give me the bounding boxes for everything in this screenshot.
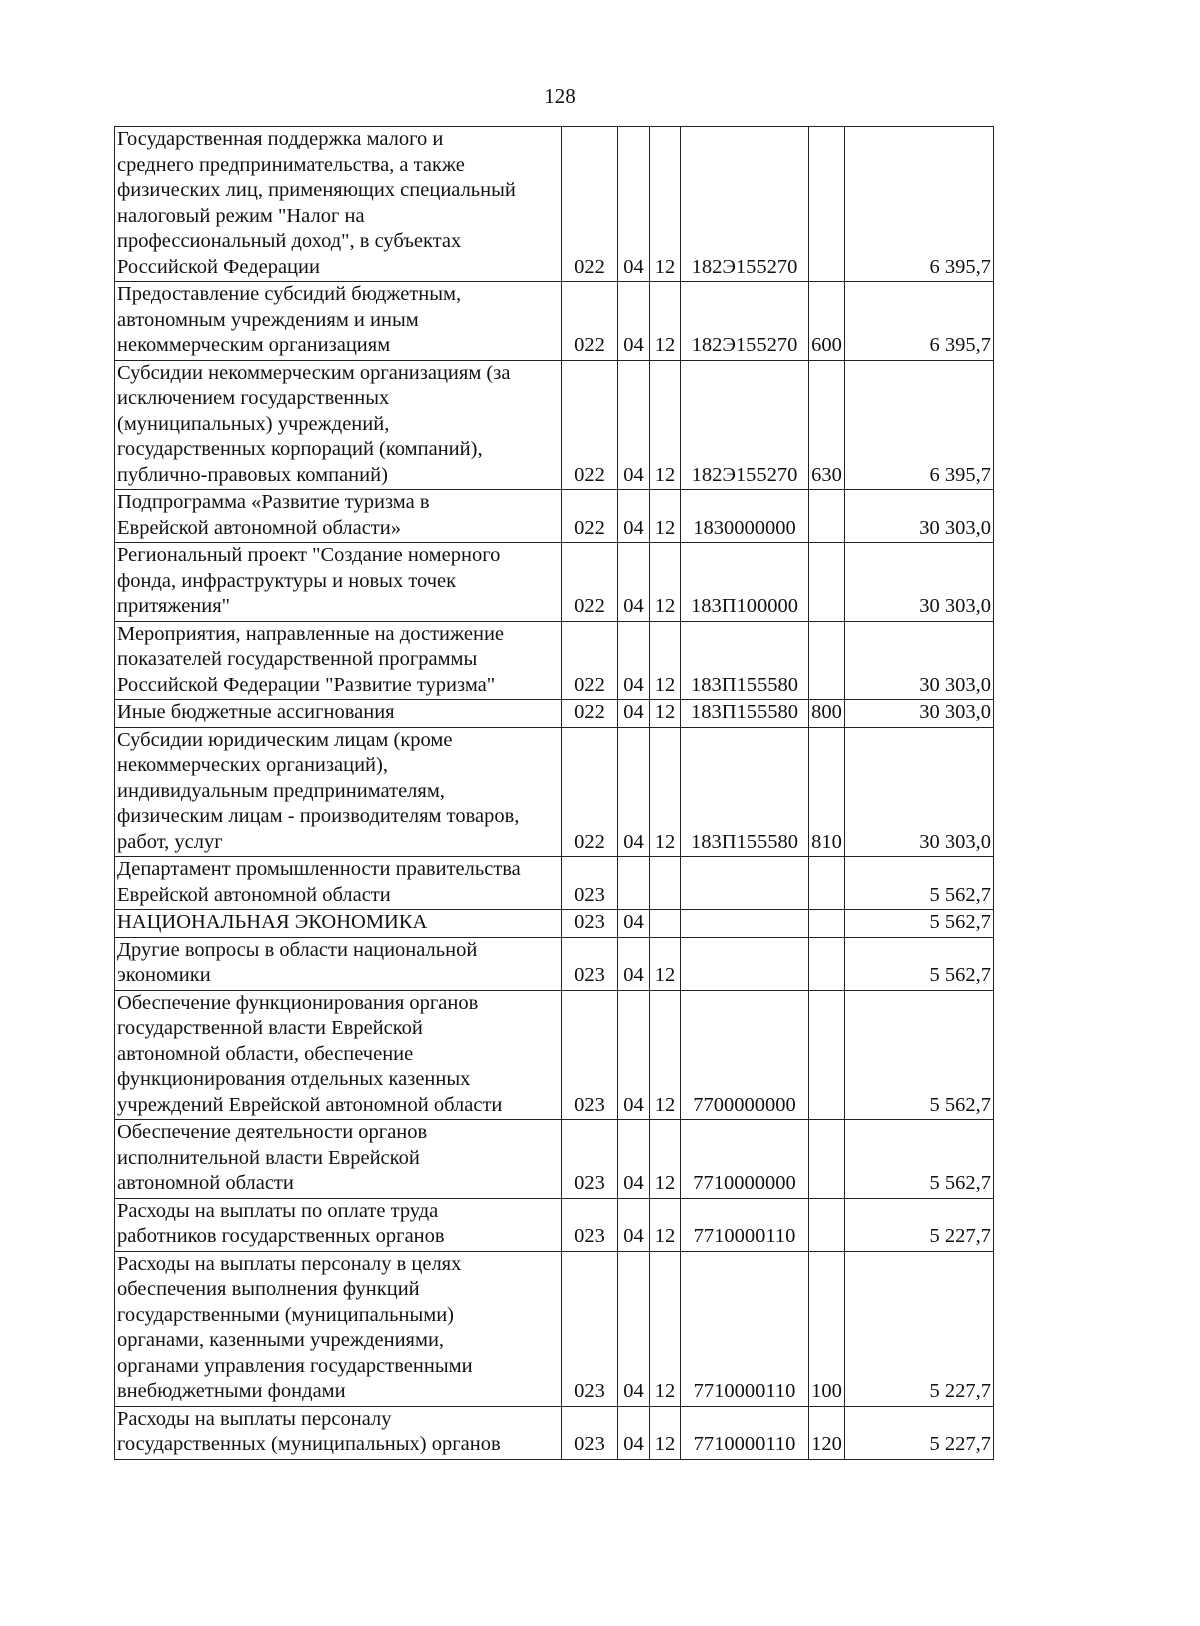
row-description — [115, 1251, 562, 1406]
row-amount: 5 227,7 — [845, 1251, 994, 1406]
row-ministry-code: 022 — [562, 127, 618, 282]
row-subsection-code: 12 — [650, 282, 681, 361]
row-description-text: Субсидии некоммерческим организациям (за исключением государственных (муниципальных) учреждений, государственных корпораций (компаний), публично-правовых компаний) — [117, 361, 511, 486]
row-target-article-code: 182Э155270 — [681, 127, 809, 282]
table-row — [115, 937, 994, 990]
row-description-text: Департамент промышленности правительства Еврейской автономной области — [117, 858, 521, 906]
row-section-code: 04 — [618, 910, 650, 938]
row-ministry-code: 022 — [562, 727, 618, 857]
row-expense-type-code: 100 — [809, 1251, 845, 1406]
row-section-code: 04 — [618, 1120, 650, 1199]
row-description-text: Иные бюджетные ассигнования — [117, 701, 395, 723]
row-amount: 30 303,0 — [845, 621, 994, 700]
row-ministry-code: 022 — [562, 621, 618, 700]
table-row — [115, 1251, 994, 1406]
row-expense-type-code — [809, 937, 845, 990]
row-expense-type-code — [809, 490, 845, 543]
row-amount: 5 562,7 — [845, 990, 994, 1120]
row-subsection-code: 12 — [650, 360, 681, 490]
row-description-text: Региональный проект "Создание номерного фонда, инфраструктуры и новых точек притяжения" — [117, 544, 501, 617]
row-expense-type-code — [809, 990, 845, 1120]
row-target-article-code — [681, 910, 809, 938]
row-section-code: 04 — [618, 127, 650, 282]
table-row — [115, 727, 994, 857]
row-amount: 5 562,7 — [845, 937, 994, 990]
row-section-code — [618, 857, 650, 910]
table-body — [115, 127, 994, 1460]
table-row — [115, 910, 994, 938]
row-target-article-code: 183П155580 — [681, 621, 809, 700]
row-description — [115, 490, 562, 543]
row-description-text: Субсидии юридическим лицам (кроме некоммерческих организаций), индивидуальным предпринимателям, физическим лицам - производителям товаров, работ, услуг — [117, 728, 520, 853]
row-description-text: Расходы на выплаты по оплате труда работников государственных органов — [117, 1199, 445, 1247]
table-row — [115, 1120, 994, 1199]
row-description-text: Обеспечение деятельности органов исполнительной власти Еврейской автономной области — [117, 1121, 428, 1194]
row-amount: 5 227,7 — [845, 1406, 994, 1459]
row-subsection-code: 12 — [650, 700, 681, 728]
row-expense-type-code — [809, 1198, 845, 1251]
row-amount: 5 227,7 — [845, 1198, 994, 1251]
row-expense-type-code — [809, 127, 845, 282]
table-row — [115, 360, 994, 490]
row-description — [115, 910, 562, 938]
row-section-code: 04 — [618, 1251, 650, 1406]
row-subsection-code — [650, 910, 681, 938]
row-section-code: 04 — [618, 490, 650, 543]
row-description-text: Другие вопросы в области национальной экономики — [117, 938, 478, 986]
row-target-article-code — [681, 937, 809, 990]
row-amount: 6 395,7 — [845, 127, 994, 282]
row-amount: 6 395,7 — [845, 282, 994, 361]
row-description — [115, 700, 562, 728]
row-description — [115, 360, 562, 490]
row-ministry-code: 023 — [562, 1120, 618, 1199]
row-target-article-code: 7710000110 — [681, 1251, 809, 1406]
row-description — [115, 857, 562, 910]
row-amount: 6 395,7 — [845, 360, 994, 490]
row-amount: 30 303,0 — [845, 727, 994, 857]
row-target-article-code: 182Э155270 — [681, 282, 809, 361]
row-expense-type-code: 120 — [809, 1406, 845, 1459]
row-description — [115, 1406, 562, 1459]
row-description — [115, 1120, 562, 1199]
row-description — [115, 543, 562, 622]
row-ministry-code: 022 — [562, 282, 618, 361]
row-ministry-code: 023 — [562, 1251, 618, 1406]
row-description-text: Расходы на выплаты персоналу в целях обеспечения выполнения функций государственными (муниципальными) органами, казенными учреждениями, органами управления государственными внебюджетными фондами — [117, 1252, 473, 1402]
row-section-code: 04 — [618, 1198, 650, 1251]
row-amount: 5 562,7 — [845, 857, 994, 910]
row-description — [115, 937, 562, 990]
row-section-code: 04 — [618, 1406, 650, 1459]
row-description-text: Предоставление субсидий бюджетным, автономным учреждениям и иным некоммерческим организациям — [117, 283, 462, 356]
row-description — [115, 990, 562, 1120]
row-target-article-code: 183П155580 — [681, 700, 809, 728]
row-subsection-code: 12 — [650, 543, 681, 622]
row-subsection-code: 12 — [650, 990, 681, 1120]
row-target-article-code: 7710000110 — [681, 1406, 809, 1459]
row-expense-type-code — [809, 1120, 845, 1199]
row-section-code: 04 — [618, 282, 650, 361]
row-subsection-code: 12 — [650, 1251, 681, 1406]
row-amount: 5 562,7 — [845, 910, 994, 938]
row-target-article-code: 182Э155270 — [681, 360, 809, 490]
table-row — [115, 490, 994, 543]
row-expense-type-code: 600 — [809, 282, 845, 361]
row-ministry-code: 023 — [562, 1406, 618, 1459]
table-row — [115, 282, 994, 361]
table-row — [115, 543, 994, 622]
row-target-article-code: 7700000000 — [681, 990, 809, 1120]
row-description-text: Государственная поддержка малого и среднего предпринимательства, а также физических лиц, применяющих специальный налоговый режим "Налог на профессиональный доход", в субъектах Российской Федерации — [117, 128, 516, 278]
row-section-code: 04 — [618, 621, 650, 700]
row-target-article-code: 7710000110 — [681, 1198, 809, 1251]
row-subsection-code — [650, 857, 681, 910]
row-ministry-code: 022 — [562, 490, 618, 543]
row-description-text: Расходы на выплаты персоналу государственных (муниципальных) органов — [117, 1407, 501, 1455]
row-ministry-code: 023 — [562, 937, 618, 990]
row-target-article-code — [681, 857, 809, 910]
row-ministry-code: 022 — [562, 700, 618, 728]
row-description — [115, 621, 562, 700]
row-description — [115, 1198, 562, 1251]
row-expense-type-code — [809, 910, 845, 938]
row-amount: 30 303,0 — [845, 700, 994, 728]
row-subsection-code: 12 — [650, 937, 681, 990]
row-description — [115, 282, 562, 361]
budget-table — [114, 126, 994, 1460]
table-row — [115, 127, 994, 282]
row-expense-type-code: 630 — [809, 360, 845, 490]
row-section-code: 04 — [618, 937, 650, 990]
table-row — [115, 857, 994, 910]
row-amount: 30 303,0 — [845, 543, 994, 622]
row-ministry-code: 022 — [562, 543, 618, 622]
row-description-text: Обеспечение функционирования органов государственной власти Еврейской автономной области, обеспечение функционирования отдельных казенных учреждений Еврейской автономной области — [117, 991, 503, 1116]
table-row — [115, 1198, 994, 1251]
table-row — [115, 621, 994, 700]
row-subsection-code: 12 — [650, 1198, 681, 1251]
row-expense-type-code — [809, 857, 845, 910]
table-row — [115, 990, 994, 1120]
row-section-code: 04 — [618, 700, 650, 728]
row-amount: 30 303,0 — [845, 490, 994, 543]
row-subsection-code: 12 — [650, 727, 681, 857]
row-expense-type-code — [809, 621, 845, 700]
row-section-code: 04 — [618, 543, 650, 622]
row-ministry-code: 023 — [562, 990, 618, 1120]
row-expense-type-code: 800 — [809, 700, 845, 728]
row-target-article-code: 1830000000 — [681, 490, 809, 543]
row-section-code: 04 — [618, 727, 650, 857]
row-ministry-code: 023 — [562, 910, 618, 938]
table-row — [115, 700, 994, 728]
row-description — [115, 727, 562, 857]
row-target-article-code: 7710000000 — [681, 1120, 809, 1199]
table-row — [115, 1406, 994, 1459]
row-description-text: Подпрограмма «Развитие туризма в Еврейской автономной области» — [117, 491, 430, 539]
row-description-text: НАЦИОНАЛЬНАЯ ЭКОНОМИКА — [117, 911, 428, 933]
row-section-code: 04 — [618, 360, 650, 490]
row-target-article-code: 183П155580 — [681, 727, 809, 857]
row-amount: 5 562,7 — [845, 1120, 994, 1199]
row-subsection-code: 12 — [650, 1120, 681, 1199]
row-subsection-code: 12 — [650, 490, 681, 543]
row-description — [115, 127, 562, 282]
row-expense-type-code: 810 — [809, 727, 845, 857]
page-number: 128 — [544, 84, 576, 108]
row-section-code: 04 — [618, 990, 650, 1120]
row-description-text: Мероприятия, направленные на достижение показателей государственной программы Российской Федерации "Развитие туризма" — [117, 622, 505, 696]
row-ministry-code: 022 — [562, 360, 618, 490]
row-ministry-code: 023 — [562, 1198, 618, 1251]
row-expense-type-code — [809, 543, 845, 622]
row-ministry-code: 023 — [562, 857, 618, 910]
row-target-article-code: 183П100000 — [681, 543, 809, 622]
row-subsection-code: 12 — [650, 621, 681, 700]
row-subsection-code: 12 — [650, 1406, 681, 1459]
row-subsection-code: 12 — [650, 127, 681, 282]
